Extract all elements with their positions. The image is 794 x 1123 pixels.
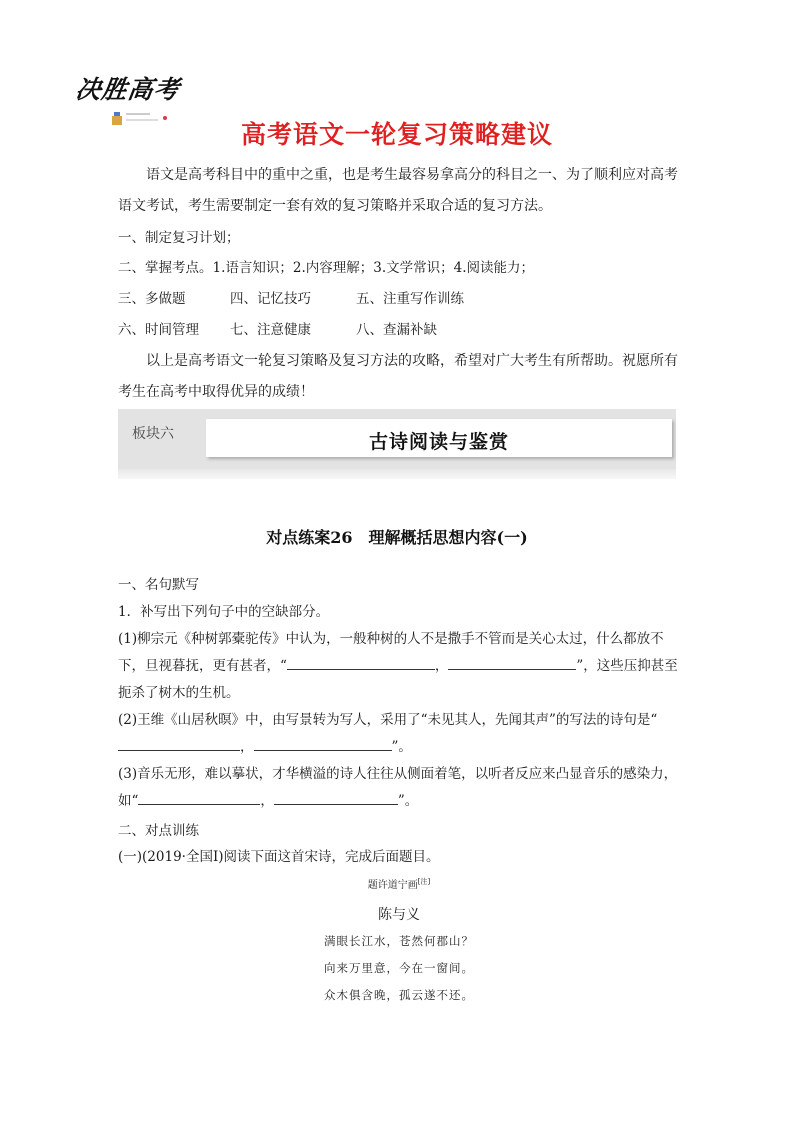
poem-title xyxy=(118,876,680,891)
question-1-3 xyxy=(118,761,680,815)
question-1: 1．补写出下列句子中的空缺部分。 xyxy=(118,604,330,620)
banner-divider xyxy=(118,469,676,479)
question-1-1-text: (1)柳宗元《种树郭橐驼传》中认为，一般种树的人不是撒手不管而是关心太过，什么都放不下，旦视暮抚，更有甚者，“ xyxy=(118,631,664,674)
question-1-2-text: (2)王维《山居秋暝》中，由写景转为写人，采用了“未见其人，先闻其声”的写法的诗句是“ xyxy=(118,712,658,728)
question-1-3-text: (3)音乐无形，难以摹状，才华横溢的诗人往往从侧面着笔，以听者反应来凸显音乐的感染力，如“ xyxy=(118,766,678,809)
module-banner xyxy=(118,409,676,469)
poem-title-text: 题许道宁画 xyxy=(367,880,418,891)
intro-paragraph: 语文是高考科目中的重中之重，也是考生最容易拿高分的科目之一、为了顺利应对高考语文考试，考生需要制定一套有效的复习策略并采取合适的复习方法。 xyxy=(118,167,678,214)
module-tag: 板块六 xyxy=(132,426,174,442)
question-1-1 xyxy=(118,626,680,707)
strategy-item-5: 五、注重写作训练 xyxy=(356,291,464,307)
page-title: 高考语文一轮复习策略建议 xyxy=(240,120,553,149)
separator: ， xyxy=(260,793,274,809)
answer-blank[interactable] xyxy=(254,736,392,751)
module-title: 古诗阅读与鉴赏 xyxy=(368,431,509,453)
strategy-item-7: 七、注意健康 xyxy=(230,322,311,338)
section-title: 对点练案26 理解概括思想内容(一) xyxy=(266,528,528,547)
strategy-item-6: 六、时间管理 xyxy=(118,322,199,338)
poem-author: 陈与义 xyxy=(378,907,420,923)
answer-blank[interactable] xyxy=(118,736,240,751)
question-1-1-tail: ”，这些压抑甚至扼杀了树木的生机。 xyxy=(118,658,678,701)
poem-line: 满眼长江水，苍然何郡山？ xyxy=(324,934,474,948)
strategy-item-1: 一、制定复习计划； xyxy=(118,230,240,246)
poem-note: [注] xyxy=(417,877,431,886)
strategy-item-3: 三、多做题 xyxy=(118,291,186,307)
strategy-item-8: 八、查漏补缺 xyxy=(356,322,437,338)
module-title-box xyxy=(206,419,672,457)
poem-line: 众木俱含晚，孤云遂不还。 xyxy=(324,988,474,1002)
strategy-row-4 xyxy=(118,318,680,342)
question-1-2 xyxy=(118,707,680,761)
part2-heading: 二、对点训练 xyxy=(118,823,199,839)
part2-intro: (一)(2019·全国Ⅰ)阅读下面这首宋诗，完成后面题目。 xyxy=(118,849,440,865)
answer-blank[interactable] xyxy=(138,790,260,805)
closing-paragraph: 以上是高考语文一轮复习策略及复习方法的攻略，希望对广大考生有所帮助。祝愿所有考生在高考中取得优异的成绩！ xyxy=(118,353,678,400)
question-1-3-tail: ”。 xyxy=(397,793,419,809)
strategy-item-2: 二、掌握考点。1.语言知识；2.内容理解；3.文学常识；4.阅读能力； xyxy=(118,260,535,276)
answer-blank[interactable] xyxy=(274,790,398,805)
strategy-row-3 xyxy=(118,287,680,311)
part1-heading: 一、名句默写 xyxy=(118,577,199,593)
answer-blank[interactable] xyxy=(448,655,576,670)
question-1-2-tail: ”。 xyxy=(391,739,412,755)
separator: ， xyxy=(434,658,449,674)
separator: ， xyxy=(240,739,254,755)
poem-line: 向来万里意，今在一窗间。 xyxy=(324,961,474,975)
strategy-item-4: 四、记忆技巧 xyxy=(230,291,311,307)
logo-text: 决胜高考 xyxy=(73,75,182,104)
answer-blank[interactable] xyxy=(287,655,435,670)
